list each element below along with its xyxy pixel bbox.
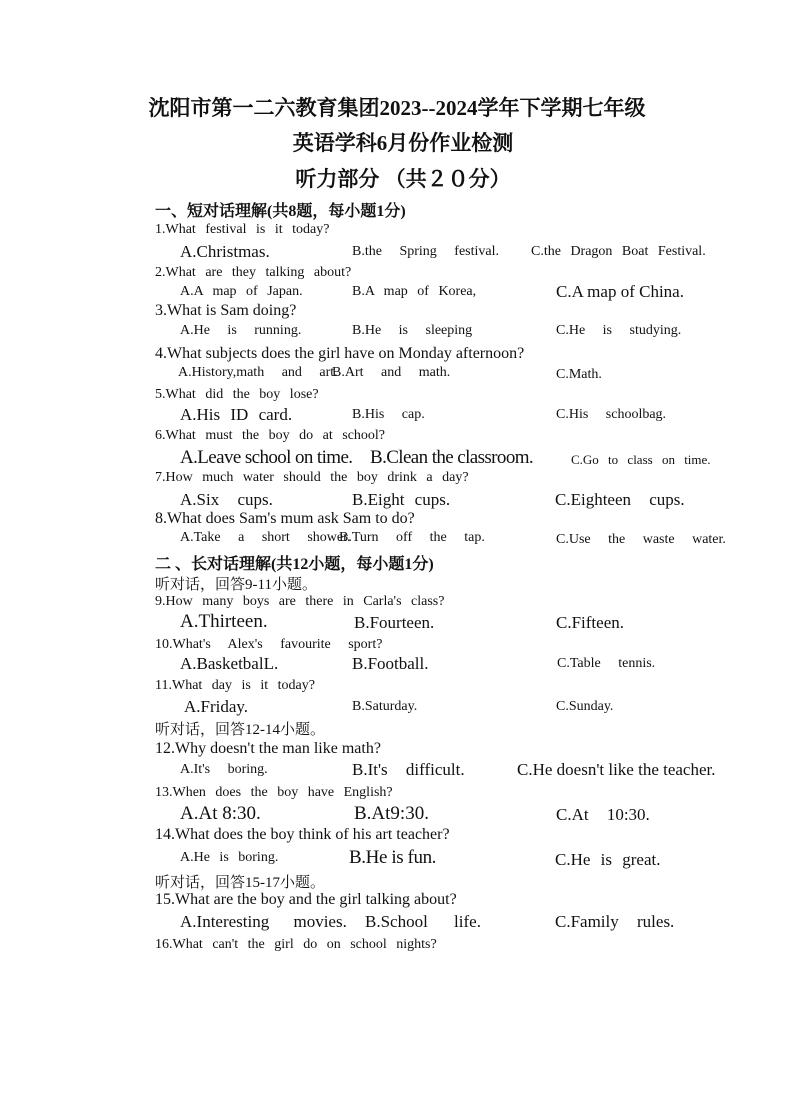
question-3: 3.What is Sam doing? (155, 302, 297, 319)
q10-option-c: C.Table tennis. (557, 656, 656, 671)
q3-option-b: B.He is sleeping (352, 323, 473, 338)
q15-option-b: B.School life. (365, 912, 481, 931)
q11-option-a: A.Friday. (184, 697, 249, 716)
title-line-1: 沈阳市第一二六教育集团2023--2024学年下学期七年级 (148, 96, 646, 120)
q5-option-c: C.His schoolbag. (556, 407, 667, 422)
q1-option-c: C.the Dragon Boat Festival. (531, 244, 706, 259)
section-1-heading: 一、短对话理解(共8题，每小题1分) (155, 203, 406, 220)
q2-option-a: A.A map of Japan. (180, 284, 303, 299)
q4-option-a: A.History,math and art. (178, 365, 338, 380)
q10-option-b: B.Football. (352, 654, 429, 673)
q4-option-c: C.Math. (556, 367, 602, 382)
q3-option-c: C.He is studying. (556, 323, 682, 338)
question-2: 2.What are they talking about? (155, 265, 352, 280)
q15-option-a: A.Interesting movies. (180, 912, 347, 931)
q4-option-b: B.Art and math. (332, 365, 451, 380)
question-8: 8.What does Sam's mum ask Sam to do? (155, 510, 415, 527)
title-line-3: 听力部分 （共２０分） (295, 167, 511, 191)
listening-note-15-17: 听对话，回答15-17小题。 (155, 875, 325, 891)
q7-option-a: A.Six cups. (180, 490, 273, 509)
q12-option-c: C.He doesn't like the teacher. (517, 760, 716, 779)
question-4: 4.What subjects does the girl have on Monday afternoon? (155, 345, 525, 362)
q1-option-b: B.the Spring festival. (352, 244, 499, 259)
question-12: 12.Why doesn't the man like math? (155, 740, 381, 757)
q12-option-b: B.It's difficult. (352, 760, 465, 779)
q2-option-c: C.A map of China. (556, 282, 684, 301)
section-2-heading: 二 、长对话理解(共12小题，每小题1分) (155, 556, 434, 573)
q7-option-b: B.Eight cups. (352, 490, 451, 509)
question-1: 1.What festival is it today? (155, 222, 330, 237)
title-line-2: 英语学科6月份作业检测 (292, 131, 514, 155)
q5-option-a: A.His ID card. (180, 405, 293, 424)
listening-note-9-11: 听对话，回答9-11小题。 (155, 577, 317, 593)
question-9: 9.How many boys are there in Carla's class? (155, 594, 445, 609)
q11-option-c: C.Sunday. (556, 699, 614, 714)
q6-option-c: C.Go to class on time. (571, 452, 711, 467)
q10-option-a: A.BasketbalL. (180, 654, 279, 673)
question-10: 10.What's Alex's favourite sport? (155, 637, 383, 652)
q14-option-b: B.He is fun. (349, 847, 437, 868)
question-16: 16.What can't the girl do on school nights? (155, 937, 437, 952)
q13-option-a: A.At 8:30. (180, 803, 261, 824)
q13-option-c: C.At 10:30. (556, 805, 650, 824)
q6-option-b: B.Clean the classroom. (370, 447, 534, 468)
question-11: 11.What day is it today? (155, 678, 315, 693)
q8-option-c: C.Use the waste water. (556, 532, 726, 547)
question-6: 6.What must the boy do at school? (155, 428, 386, 443)
q6-option-a: A.Leave school on time. (180, 447, 353, 468)
q3-option-a: A.He is running. (180, 323, 302, 338)
q14-option-c: C.He is great. (555, 850, 661, 869)
q2-option-b: B.A map of Korea, (352, 284, 477, 299)
q1-option-a: A.Christmas. (180, 242, 270, 261)
q8-option-b: B.Turn off the tap. (339, 530, 485, 545)
q12-option-a: A.It's boring. (180, 762, 268, 777)
q11-option-b: B.Saturday. (352, 699, 418, 714)
q7-option-c: C.Eighteen cups. (555, 490, 685, 509)
q5-option-b: B.His cap. (352, 407, 425, 422)
question-7: 7.How much water should the boy drink a day? (155, 470, 469, 485)
question-5: 5.What did the boy lose? (155, 387, 319, 402)
q14-option-a: A.He is boring. (180, 850, 279, 865)
question-15: 15.What are the boy and the girl talking about? (155, 891, 457, 908)
q8-option-a: A.Take a short shower. (180, 530, 351, 545)
q13-option-b: B.At9:30. (354, 803, 429, 824)
q9-option-b: B.Fourteen. (354, 613, 435, 632)
listening-note-12-14: 听对话，回答12-14小题。 (155, 722, 325, 738)
q15-option-c: C.Family rules. (555, 912, 675, 931)
q9-option-a: A.Thirteen. (180, 611, 268, 632)
q9-option-c: C.Fifteen. (556, 613, 624, 632)
question-14: 14.What does the boy think of his art teacher? (155, 826, 450, 843)
question-13: 13.When does the boy have English? (155, 785, 393, 800)
